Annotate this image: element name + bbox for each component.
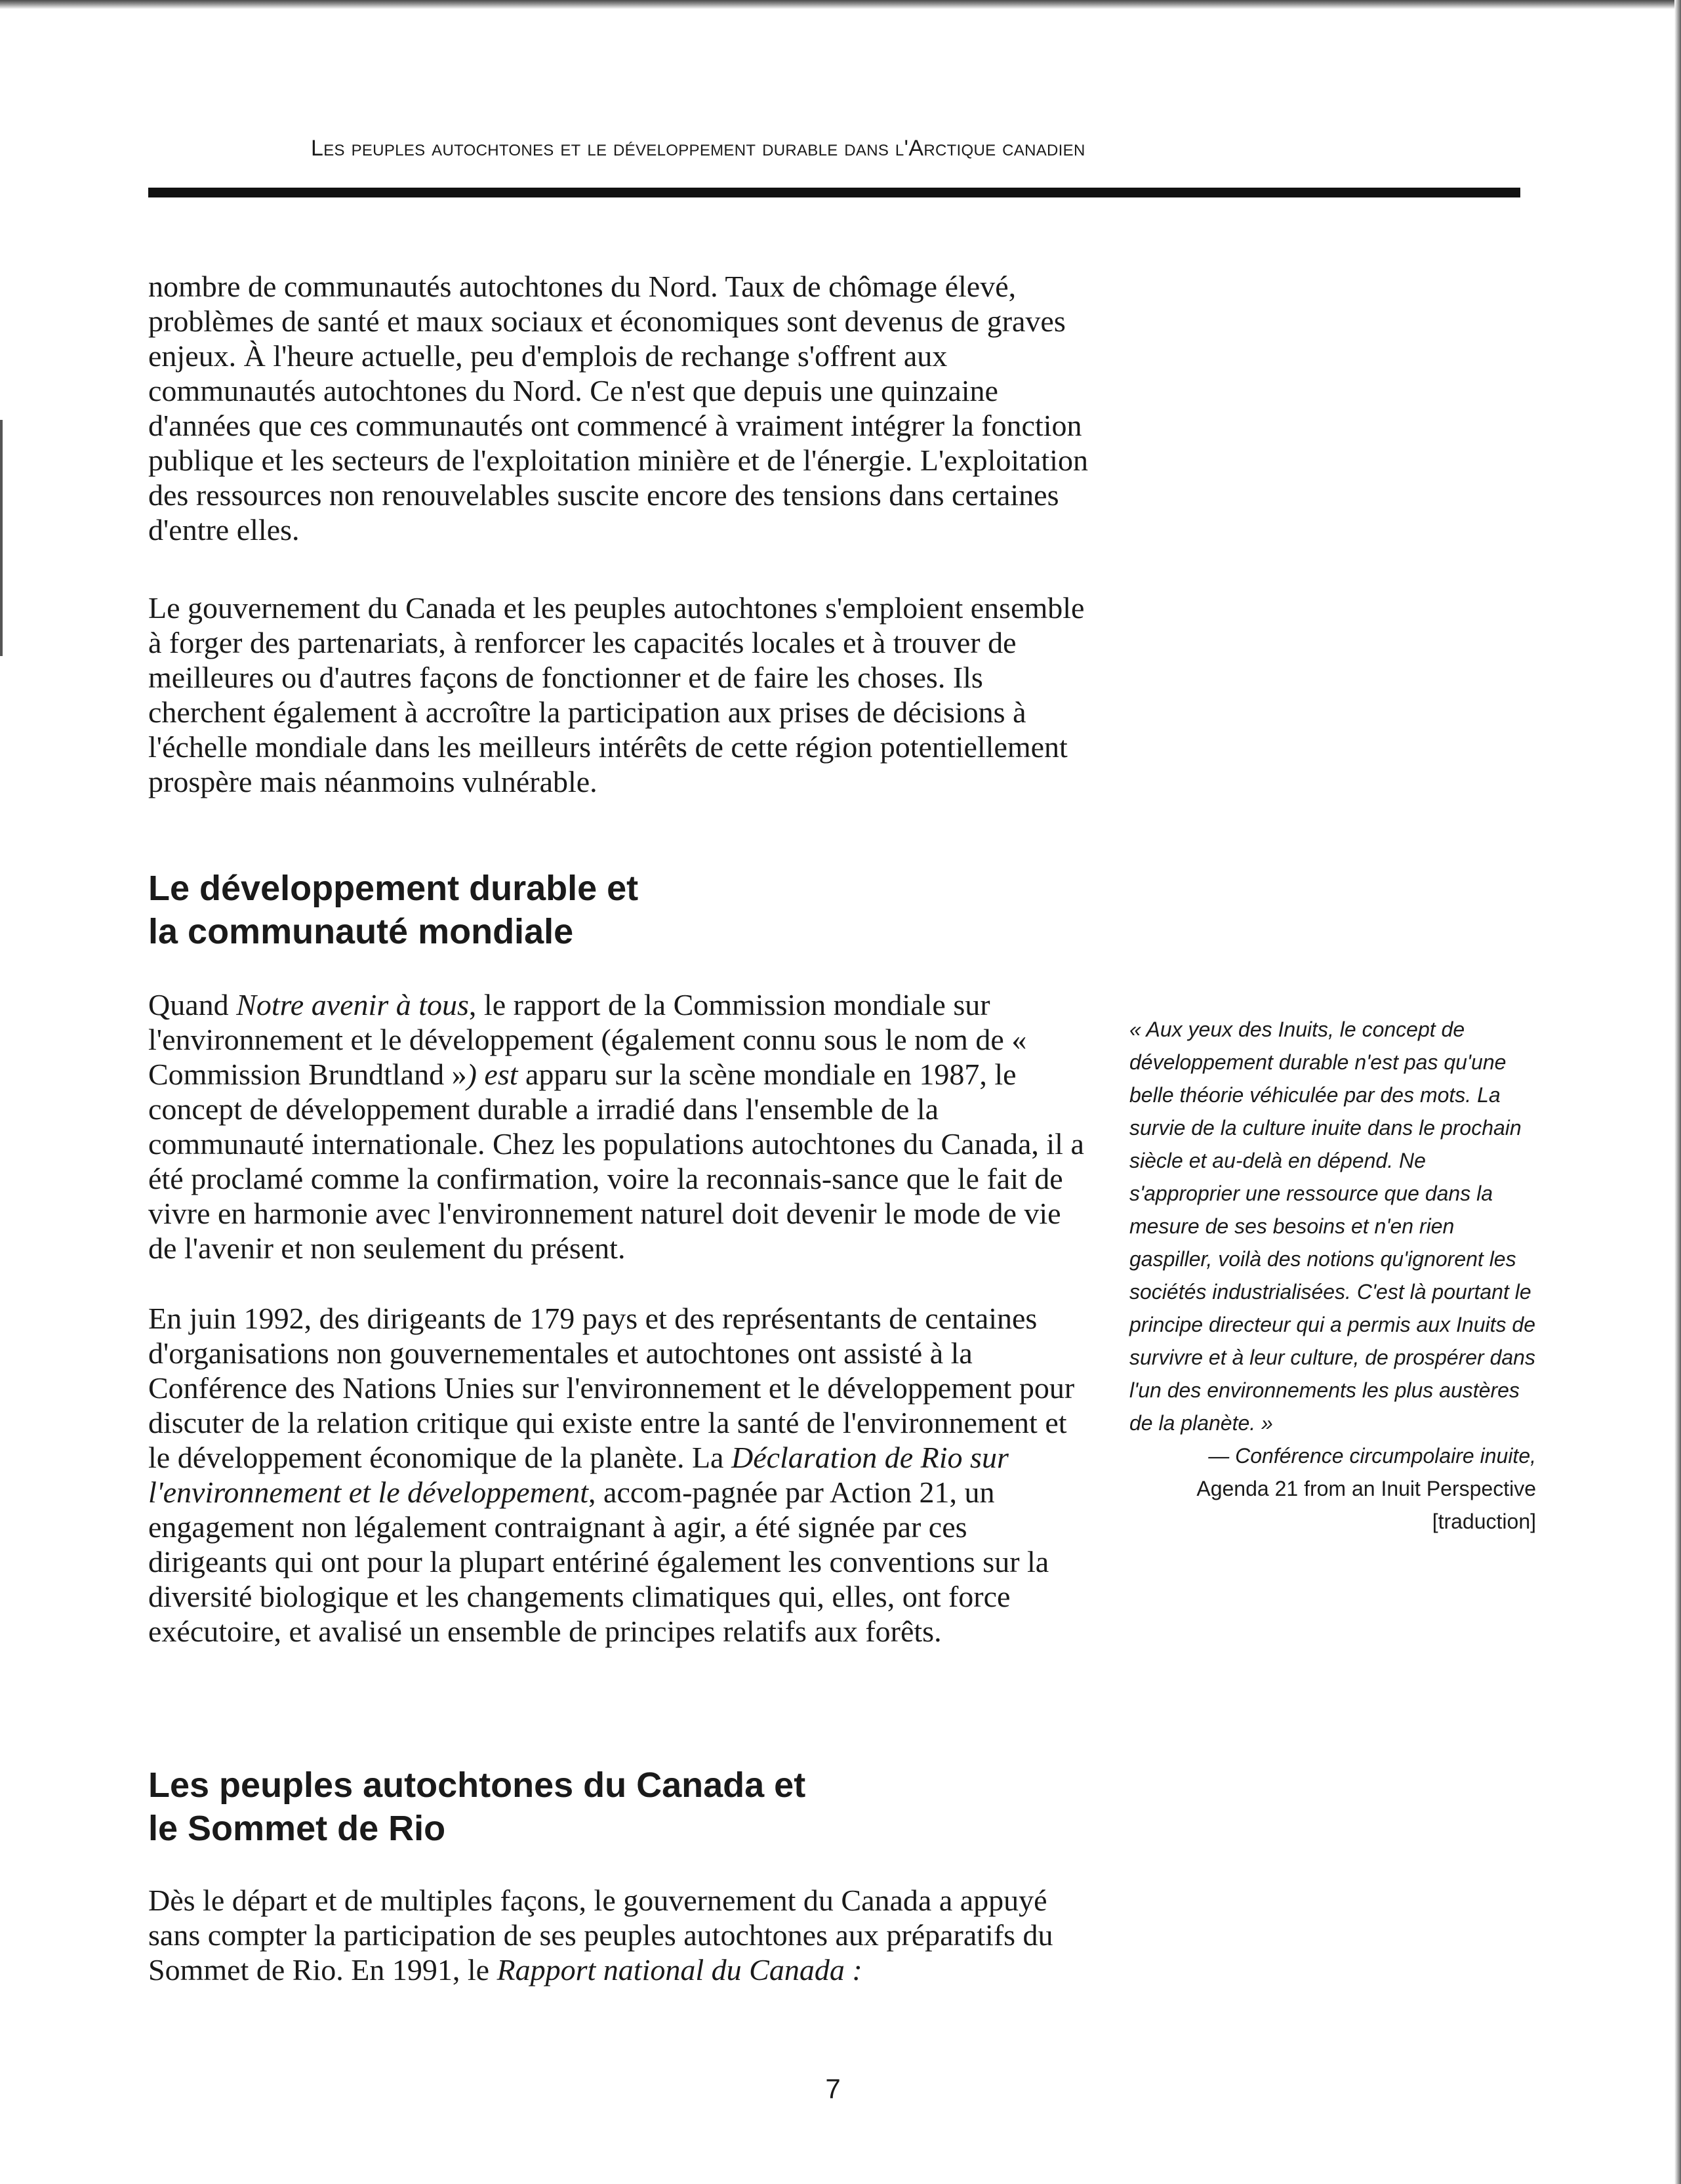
paragraph-5 [148,1883,1093,1987]
paragraph-3-text-a: Quand [148,988,237,1021]
paragraph-3-title-italic: Notre avenir à tous [236,988,469,1021]
paragraph-3-text-c: apparu sur la scène mondiale en 1987, le concept de développement durable a irradié dans l'ensemble de la communauté internationale. Chez les populations autochtones du Canada, il a été proclamé comme la confirmation, voire la reconnais-sance que le fait de vivre en harmonie avec l'environnement naturel doit devenir le mode de vie de l'avenir et non seulement du présent. [148,1058,1084,1265]
paragraph-5-title-italic: Rapport national du Canada : [496,1953,862,1987]
paragraph-3-text-b: , le rapport de la Commission mondiale sur l'environnement et le développement (également connu sous le nom de « Commission Brundtland » [148,988,1027,1091]
paragraph-4-text-a: En juin 1992, des dirigeants de 179 pays et des représentants de centaines d'organisations non gouvernementales et autochtones ont assisté à la Conférence des Nations Unies sur l'environnement et le développement pour discuter de la relation critique qui existe entre la santé de l'environnement et le développement économique de la planète. La [148,1302,1075,1474]
section-heading-2 [148,1763,805,1850]
paragraph-4-text-b: , accom-pagnée par Action 21, un engagement non légalement contraignant à agir, a été signée par ces dirigeants qui ont pour la plupart entériné également les conventions sur la diversité biologique et les changements climatiques qui, elles, ont force exécutoire, et avalisé un ensemble de principes relatifs aux forêts. [148,1475,1049,1648]
attribution-title: Agenda 21 from an Inuit Perspective [1196,1477,1536,1500]
header-rule [148,188,1520,197]
section-heading-2-line2: le Sommet de Rio [148,1809,446,1848]
paragraph-5-text: Dès le départ et de multiples façons, le gouvernement du Canada a appuyé sans compter la participation de ses peuples autochtones aux préparatifs du Sommet de Rio. En 1991, le [148,1884,1053,1987]
attribution-note: [traduction] [1432,1510,1536,1533]
section-heading-2-line1: Les peuples autochtones du Canada et [148,1765,806,1805]
paragraph-2: Le gouvernement du Canada et les peuples autochtones s'emploient ensemble à forger des partenariats, à renforcer les capacités locales et à trouver de meilleures ou d'autres façons de fonctionner et de faire les choses. Ils cherchent également à accroître la participation aux prises de décisions à l'échelle mondiale dans les meilleurs intérêts de cette région potentiellement prospère mais néanmoins vulnérable. [148,591,1085,798]
paragraph-1: nombre de communautés autochtones du Nord. Taux de chômage élevé, problèmes de santé et maux sociaux et économiques sont devenus de graves enjeux. À l'heure actuelle, peu d'emplois de rechange s'offrent aux communautés autochtones du Nord. Ce n'est que depuis une quinzaine d'années que ces communautés ont commencé à vraiment intégrer la fonction publique et les secteurs de l'exploitation minière et de l'énergie. L'exploitation des ressources non renouvelables suscite encore des tensions dans certaines d'entre elles. [148,270,1088,546]
sidebar-attribution [1129,1439,1536,1538]
running-header: Les peuples autochtones et le développement durable dans l'Arctique canadien [311,136,1085,161]
sidebar-quote-box [1129,1013,1536,1538]
paragraph-3-italic-b: ) est [466,1058,518,1091]
attribution-source: — Conférence circumpolaire inuite, [1208,1444,1536,1468]
paragraph-3 [148,987,1093,1266]
scan-border-right [1674,0,1681,2184]
scan-border-left [0,420,3,656]
section-heading-1 [148,867,1066,953]
page-number: 7 [825,2073,841,2104]
sidebar-quote: « Aux yeux des Inuits, le concept de développement durable n'est pas qu'une belle théorie véhiculée par des mots. La survie de la culture inuite dans le prochain siècle et au-delà en dépend. Ne s'approprier une ressource que dans la mesure de ses besoins et n'en rien gaspiller, voilà des notions qu'ignorent les sociétés industrialisées. C'est là pourtant le principe directeur qui a permis aux Inuits de survivre et à leur culture, de prospérer dans l'un des environnements les plus austères de la planète. » [1129,1018,1535,1435]
paragraph-4-title-italic: Déclaration de Rio sur l'environnement et le développement [148,1441,1009,1509]
section-heading-1-line1: Le développement durable et [148,869,639,908]
section-heading-1-line2: la communauté mondiale [148,912,574,951]
paragraph-4 [148,1301,1093,1649]
scan-border-top [0,0,1681,9]
